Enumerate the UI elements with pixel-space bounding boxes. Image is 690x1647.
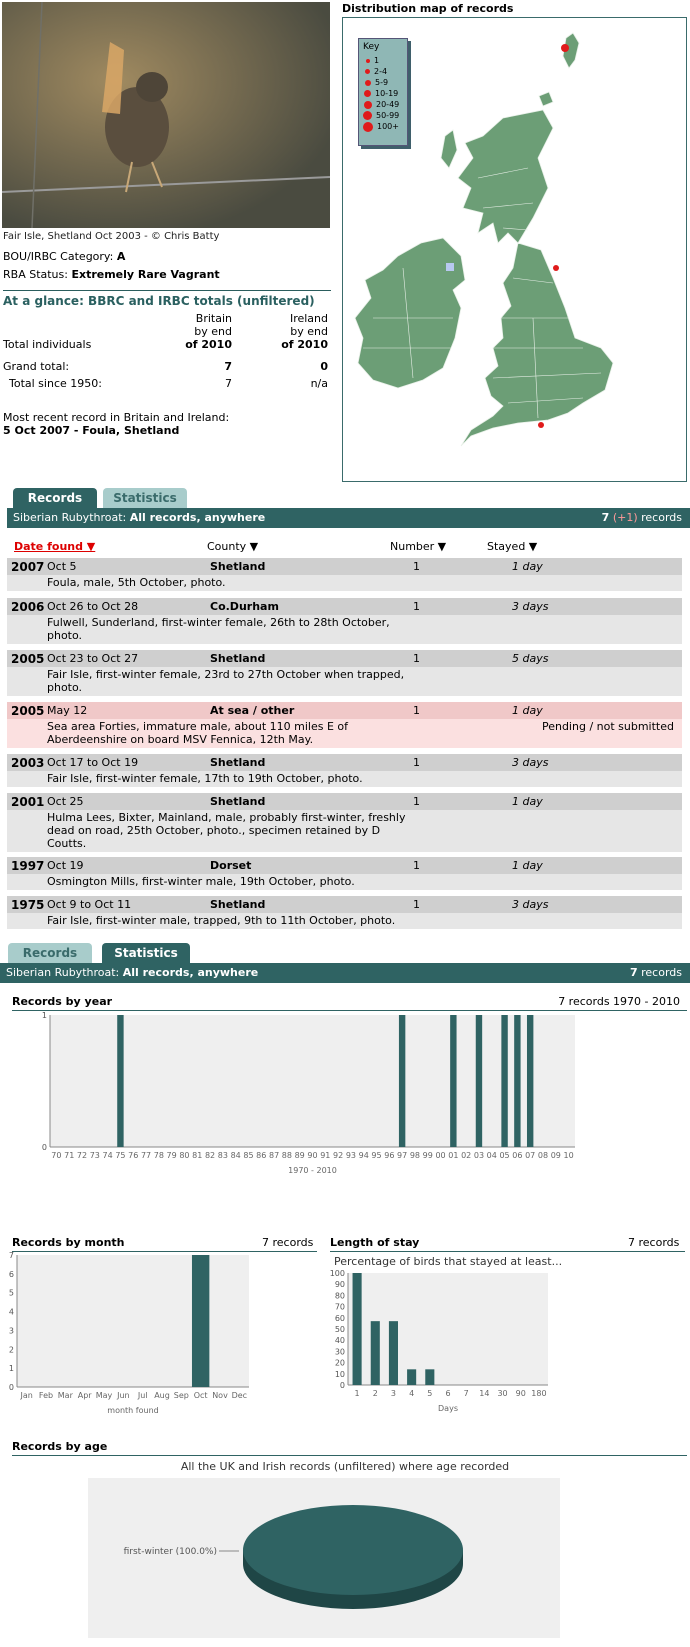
records-table-header	[7, 538, 690, 556]
bar	[476, 1015, 482, 1147]
x-tick-label: 74	[102, 1151, 113, 1160]
record-date: Oct 17 to Oct 19	[47, 756, 139, 769]
record-county: Shetland	[210, 898, 266, 911]
tab-records-2[interactable]: Records	[8, 943, 92, 963]
records-bar-species: Siberian Rubythroat:	[13, 511, 127, 524]
bar	[399, 1015, 405, 1147]
x-axis-label: month found	[107, 1406, 159, 1415]
x-tick-label: Mar	[57, 1391, 73, 1400]
record-county: Shetland	[210, 560, 266, 573]
x-tick-label: 83	[217, 1151, 228, 1160]
by-month-count: 7 records	[262, 1236, 314, 1249]
record-description: Sea area Forties, immature male, about 110 miles E of Aberdeenshire on board MSV Fennica, 12th May.	[47, 720, 348, 746]
x-tick-label: 88	[281, 1151, 292, 1160]
x-tick-label: 76	[128, 1151, 139, 1160]
x-tick-label: 02	[461, 1151, 472, 1160]
x-tick-label: 14	[479, 1389, 490, 1398]
record-year: 2005	[11, 704, 45, 718]
britain-col-header: Britain by end of 2010	[185, 312, 232, 351]
record-row[interactable]	[7, 896, 682, 929]
y-tick-label: 50	[334, 1325, 345, 1334]
x-tick-label: Oct	[193, 1391, 208, 1400]
y-tick-label: 3	[8, 1326, 14, 1336]
x-tick-label: 03	[473, 1151, 485, 1160]
x-tick-label: 99	[422, 1151, 433, 1160]
records-bar	[7, 508, 690, 528]
record-county: At sea / other	[210, 704, 295, 717]
x-tick-label: Aug	[154, 1391, 170, 1400]
x-tick-label: 01	[448, 1151, 459, 1160]
y-tick-label: 60	[334, 1313, 345, 1323]
x-tick-label: 180	[531, 1389, 547, 1398]
y-tick-label: 100	[329, 1269, 345, 1278]
y-tick-label: 30	[334, 1347, 345, 1357]
x-tick-label: 30	[497, 1389, 508, 1398]
record-year: 1997	[11, 859, 45, 873]
records-by-year-chart	[30, 1010, 610, 1185]
record-description: Fair Isle, first-winter female, 17th to 19th October, photo.	[47, 772, 363, 785]
pie-slice	[243, 1505, 463, 1595]
sort-stayed[interactable]: Stayed ▼	[487, 540, 538, 553]
stats-bar-filter: All records, anywhere	[122, 966, 259, 979]
record-date: Oct 25	[47, 795, 84, 808]
photo-caption: Fair Isle, Shetland Oct 2003 - © Chris Batty	[3, 231, 220, 242]
record-row[interactable]	[7, 857, 682, 890]
record-number: 1	[413, 898, 420, 911]
since-1950-britain: 7	[225, 377, 232, 390]
x-tick-label: 86	[256, 1151, 267, 1160]
x-tick-label: 91	[320, 1151, 331, 1160]
tab-records[interactable]: Records	[13, 488, 97, 508]
x-axis-label: 1970 - 2010	[288, 1166, 337, 1175]
record-row[interactable]	[7, 754, 682, 787]
sort-county[interactable]: County ▼	[207, 540, 259, 553]
record-stayed: 3 days	[512, 756, 549, 769]
x-tick-label: Jan	[20, 1391, 33, 1400]
record-description: Osmington Mills, first-winter male, 19th October, photo.	[47, 875, 355, 888]
y-tick-label: 1	[41, 1011, 47, 1020]
map-key-title: Key	[363, 42, 380, 52]
y-tick-label: 80	[334, 1291, 345, 1301]
x-tick-label: 98	[409, 1151, 421, 1160]
x-tick-label: 90	[307, 1151, 318, 1160]
y-tick-label: 4	[8, 1307, 14, 1317]
record-stayed: 5 days	[512, 652, 549, 665]
records-by-month-chart	[5, 1250, 265, 1415]
record-pending-status: Pending / not submitted	[541, 720, 674, 733]
record-date: Oct 5	[47, 560, 77, 573]
species-photo	[2, 2, 330, 228]
by-year-count: 7 records 1970 - 2010	[558, 995, 680, 1008]
record-description: Fair Isle, first-winter male, trapped, 9th to 11th October, photo.	[47, 914, 396, 927]
x-tick-label: 5	[427, 1389, 433, 1398]
x-tick-label: Nov	[212, 1391, 228, 1400]
stay-subtitle: Percentage of birds that stayed at least...	[334, 1255, 563, 1268]
bar	[407, 1369, 416, 1385]
bar	[501, 1015, 507, 1147]
x-tick-label: 94	[358, 1151, 369, 1160]
x-tick-label: 89	[294, 1151, 305, 1160]
record-number: 1	[413, 560, 420, 573]
key-row-1: 1	[363, 55, 403, 66]
since-1950-ireland: n/a	[310, 377, 328, 390]
x-tick-label: 93	[345, 1151, 357, 1160]
category-label: BOU/IRBC Category:	[3, 250, 114, 263]
x-tick-label: 82	[204, 1151, 216, 1160]
grand-total-britain: 7	[224, 360, 232, 373]
record-number: 1	[413, 600, 420, 613]
x-tick-label: 97	[397, 1151, 408, 1160]
key-row-2-4: 2-4	[363, 66, 403, 77]
record-stayed: 1 day	[512, 560, 543, 573]
x-tick-label: 3	[390, 1389, 397, 1398]
record-date: Oct 26 to Oct 28	[47, 600, 139, 613]
stay-title: Length of stay	[330, 1236, 685, 1252]
x-tick-label: Apr	[77, 1391, 92, 1400]
record-row[interactable]	[7, 558, 682, 591]
record-year: 2001	[11, 795, 45, 809]
record-number: 1	[413, 756, 420, 769]
category-row	[3, 250, 125, 263]
record-county: Shetland	[210, 756, 266, 769]
x-tick-label: 05	[499, 1151, 510, 1160]
rba-value: Extremely Rare Vagrant	[71, 268, 220, 281]
distribution-map[interactable]	[342, 17, 687, 482]
record-stayed: 3 days	[512, 898, 549, 911]
key-row-100-plus: 100+	[363, 121, 403, 132]
x-tick-label: Jul	[137, 1391, 148, 1400]
records-bar-count: 7 (+1) records	[601, 511, 682, 524]
x-tick-label: 6	[445, 1389, 451, 1398]
bar	[425, 1369, 434, 1385]
record-county: Shetland	[210, 652, 266, 665]
y-tick-label: 70	[334, 1302, 345, 1312]
x-tick-label: 90	[515, 1389, 526, 1398]
x-tick-label: Jun	[117, 1391, 130, 1400]
x-tick-label: Dec	[231, 1391, 248, 1400]
record-stayed: 1 day	[512, 859, 543, 872]
record-year: 2006	[11, 600, 45, 614]
x-tick-label: 1	[354, 1389, 360, 1398]
grand-total-label: Grand total:	[3, 360, 70, 373]
stats-bar-count: 7 records	[629, 966, 682, 979]
y-tick-label: 0	[41, 1143, 47, 1152]
y-tick-label: 40	[334, 1336, 345, 1346]
records-by-age-chart	[88, 1478, 560, 1638]
record-date: Oct 19	[47, 859, 84, 872]
map-key	[358, 38, 408, 146]
bar	[371, 1321, 380, 1385]
stats-bar-species: Siberian Rubythroat:	[6, 966, 120, 979]
record-date: May 12	[47, 704, 88, 717]
record-year: 2003	[11, 756, 45, 770]
record-row[interactable]	[7, 702, 682, 748]
x-tick-label: 4	[409, 1389, 415, 1398]
rba-label: RBA Status:	[3, 268, 68, 281]
record-number: 1	[413, 795, 420, 808]
x-tick-label: 08	[537, 1151, 549, 1160]
records-bar-filter: All records, anywhere	[129, 511, 266, 524]
record-number: 1	[413, 652, 420, 665]
by-age-title: Records by age	[12, 1440, 687, 1456]
x-tick-label: 70	[51, 1151, 62, 1160]
sort-date-found[interactable]: Date found ▼	[14, 540, 96, 553]
bar	[353, 1273, 362, 1385]
y-tick-label: 6	[8, 1269, 14, 1279]
x-tick-label: 81	[192, 1151, 203, 1160]
record-year: 2007	[11, 560, 45, 574]
record-row[interactable]	[7, 598, 682, 644]
recent-record-value: 5 Oct 2007 - Foula, Shetland	[3, 424, 180, 437]
x-tick-label: 71	[64, 1151, 75, 1160]
glance-title: At a glance: BBRC and IRBC totals (unfiltered)	[3, 290, 331, 308]
map-title: Distribution map of records	[342, 2, 514, 15]
rba-status-row	[3, 268, 220, 281]
record-description: Hulma Lees, Bixter, Mainland, male, probably first-winter, freshly dead on road, 25th October, photo., specimen retained by D Coutts.	[47, 811, 406, 850]
x-tick-label: Sep	[173, 1391, 189, 1400]
x-tick-label: 09	[550, 1151, 561, 1160]
record-year: 2005	[11, 652, 45, 666]
record-year: 1975	[11, 898, 45, 912]
plot-area	[17, 1255, 249, 1387]
bird-photo-image	[2, 2, 330, 228]
bar	[450, 1015, 456, 1147]
x-tick-label: 77	[140, 1151, 152, 1160]
record-number: 1	[413, 704, 420, 717]
length-of-stay-chart	[330, 1268, 560, 1413]
y-tick-label: 10	[334, 1369, 345, 1379]
y-tick-label: 1	[8, 1364, 14, 1374]
x-tick-label: 00	[435, 1151, 446, 1160]
x-tick-label: 96	[384, 1151, 395, 1160]
key-row-10-19: 10-19	[363, 88, 403, 99]
since-1950-label: Total since 1950:	[9, 377, 102, 390]
x-tick-label: 07	[525, 1151, 536, 1160]
x-tick-label: 92	[333, 1151, 344, 1160]
x-tick-label: 06	[512, 1151, 523, 1160]
bar	[389, 1321, 398, 1385]
x-tick-label: 85	[243, 1151, 254, 1160]
record-number: 1	[413, 859, 420, 872]
record-date: Oct 23 to Oct 27	[47, 652, 139, 665]
record-row[interactable]	[7, 793, 682, 852]
stats-bar	[0, 963, 690, 983]
tab-statistics[interactable]: Statistics	[103, 488, 187, 508]
tab-statistics-2[interactable]: Statistics	[102, 943, 190, 963]
ireland-col-header: Ireland by end of 2010	[281, 312, 328, 351]
key-row-5-9: 5-9	[363, 77, 403, 88]
record-description: Foula, male, 5th October, photo.	[47, 576, 226, 589]
key-row-20-49: 20-49	[363, 99, 403, 110]
record-county: Shetland	[210, 795, 266, 808]
x-tick-label: 72	[76, 1151, 88, 1160]
key-row-50-99: 50-99	[363, 110, 403, 121]
record-county: Dorset	[210, 859, 252, 872]
grand-total-ireland: 0	[320, 360, 328, 373]
x-tick-label: 95	[371, 1151, 382, 1160]
bar	[192, 1255, 209, 1387]
x-tick-label: 87	[268, 1151, 280, 1160]
x-tick-label: 84	[230, 1151, 241, 1160]
x-tick-label: Feb	[38, 1391, 54, 1400]
y-tick-label: 2	[8, 1345, 14, 1355]
record-row[interactable]	[7, 650, 682, 696]
x-tick-label: 78	[153, 1151, 164, 1160]
by-year-title: Records by year	[12, 995, 687, 1011]
y-tick-label: 0	[339, 1381, 345, 1390]
x-tick-label: 75	[115, 1151, 126, 1160]
x-tick-label: 10	[563, 1151, 574, 1160]
record-description: Fulwell, Sunderland, first-winter female, 26th to 28th October, photo.	[47, 616, 390, 642]
y-tick-label: 90	[334, 1280, 345, 1290]
record-stayed: 3 days	[512, 600, 549, 613]
bar	[527, 1015, 533, 1147]
x-axis-label: Days	[438, 1404, 458, 1413]
record-date: Oct 9 to Oct 11	[47, 898, 132, 911]
record-stayed: 1 day	[512, 704, 543, 717]
y-tick-label: 7	[8, 1251, 14, 1260]
x-tick-label: 04	[486, 1151, 497, 1160]
x-tick-label: 2	[372, 1389, 378, 1398]
age-subtitle: All the UK and Irish records (unfiltered) where age recorded	[180, 1460, 510, 1473]
x-tick-label: 73	[89, 1151, 100, 1160]
bar	[117, 1015, 123, 1147]
bar	[514, 1015, 520, 1147]
record-county: Co.Durham	[210, 600, 279, 613]
y-tick-label: 5	[8, 1288, 14, 1298]
total-individuals-label: Total individuals	[3, 338, 92, 351]
record-description: Fair Isle, first-winter female, 23rd to 27th October when trapped, photo.	[47, 668, 405, 694]
sort-number[interactable]: Number ▼	[390, 540, 447, 553]
x-tick-label: May	[95, 1391, 113, 1400]
recent-record-label: Most recent record in Britain and Ireland:	[3, 411, 230, 424]
pie-slice-label: first-winter (100.0%)	[123, 1547, 217, 1557]
stay-count: 7 records	[628, 1236, 680, 1249]
x-tick-label: 80	[179, 1151, 190, 1160]
record-stayed: 1 day	[512, 795, 543, 808]
category-value: A	[116, 250, 126, 263]
by-month-title: Records by month	[12, 1236, 317, 1252]
plot-area	[50, 1015, 575, 1147]
y-tick-label: 0	[8, 1383, 14, 1392]
y-tick-label: 20	[334, 1358, 345, 1368]
x-tick-label: 79	[166, 1151, 177, 1160]
x-tick-label: 7	[463, 1389, 469, 1398]
